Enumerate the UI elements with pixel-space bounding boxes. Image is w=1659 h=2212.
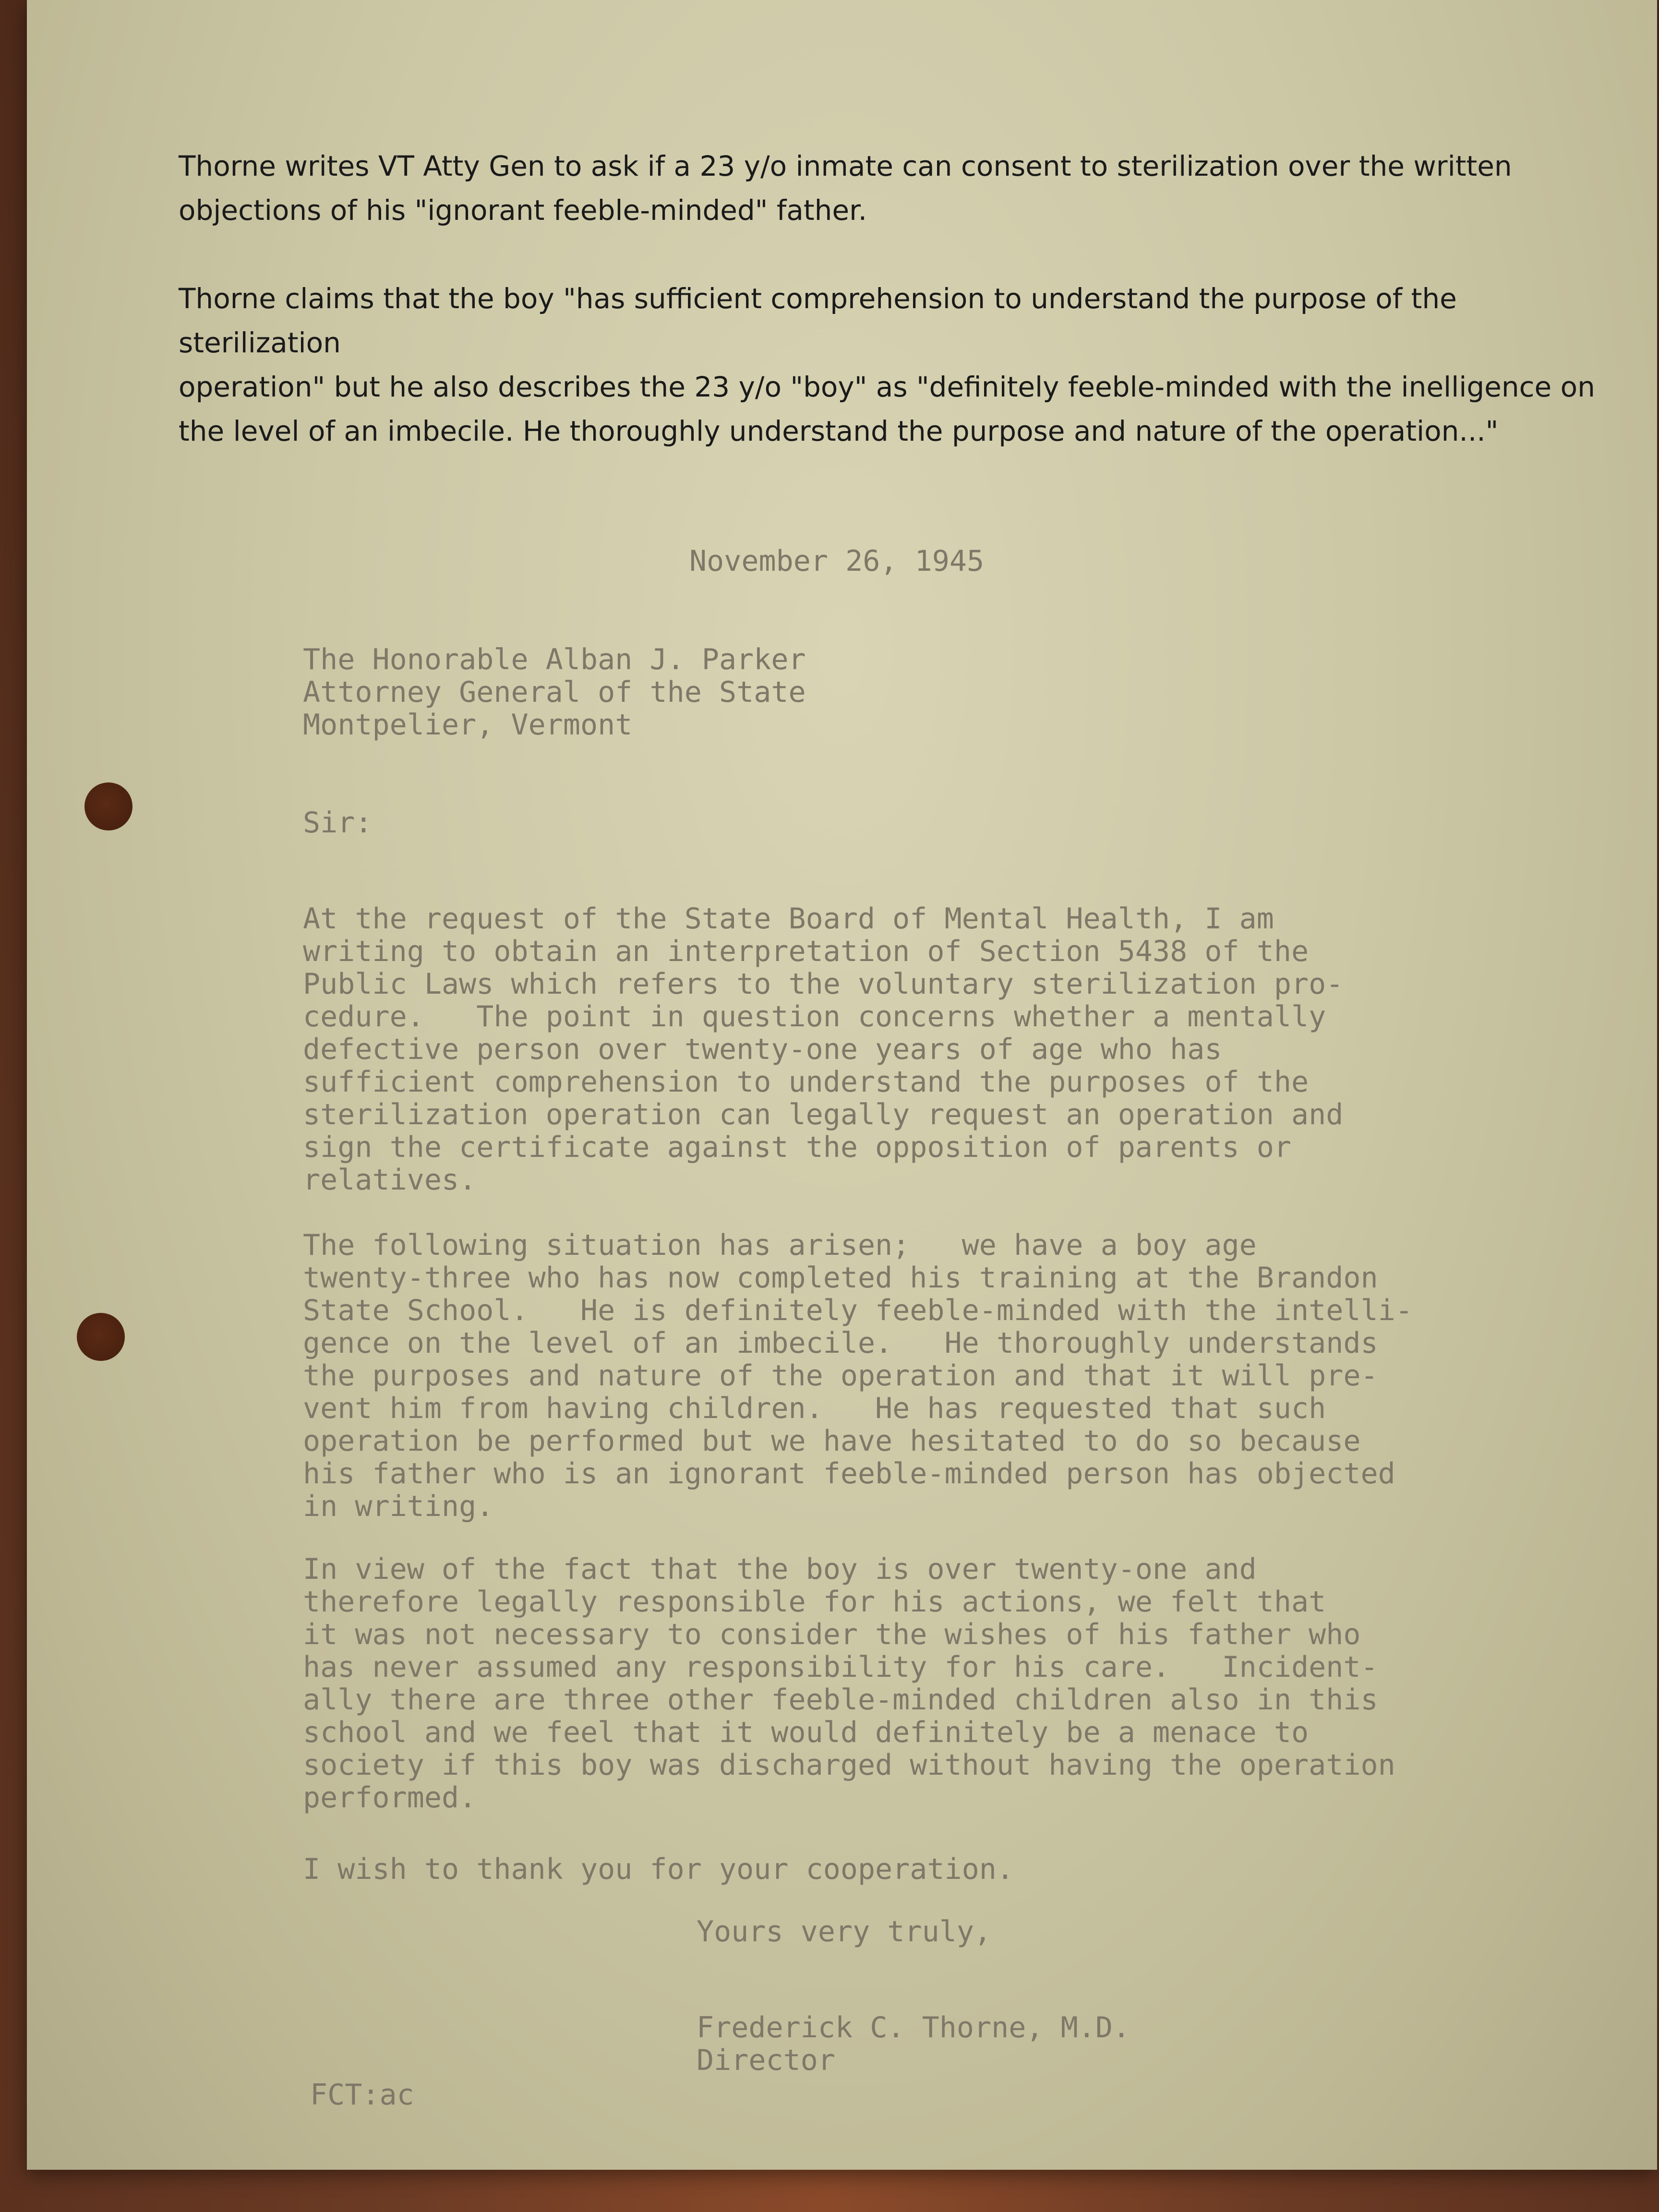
- letter-date: November 26, 1945: [689, 544, 985, 578]
- annotation-paragraph-2: Thorne claims that the boy "has sufficient comprehension to understand the purpose of the sterilization operation" but he also describes the 23 y/o "boy" as "definitely feeble-minded with the inelligence on the level of an imbecile. He thoroughly understand the purpose and nature of the operation...": [179, 282, 1595, 447]
- letter-salutation: Sir:: [303, 806, 373, 840]
- letter-addressee: The Honorable Alban J. Parker Attorney General of the State Montpelier, Vermont: [303, 643, 806, 742]
- letter-signature: Frederick C. Thorne, M.D. Director: [697, 2011, 1130, 2077]
- letter-page: [27, 0, 1657, 2170]
- letter-paragraph-2: The following situation has arisen; we have a boy age twenty-three who has now completed his training at the Brandon State School. He is definitely feeble-minded with the intelli- gence on the level of an imbecile. He thoroughly understands the purposes and nature of the operation and that it will pre- vent him from having children. He has requested that such operation be performed but we have hesitated to do so because his father who is an ignorant feeble-minded person has objected in writing.: [303, 1228, 1413, 1523]
- letter-initials: FCT:ac: [310, 2078, 414, 2112]
- annotation-paragraph-1: Thorne writes VT Atty Gen to ask if a 23 y/o inmate can consent to sterilization over the written objections of his "ignorant feeble-minded" father.: [179, 150, 1512, 227]
- letter-closing: Yours very truly,: [697, 1915, 992, 1948]
- typewritten-letter: [27, 0, 1657, 2170]
- letter-paragraph-3: In view of the fact that the boy is over twenty-one and therefore legally responsible for his actions, we felt that it was not necessary to consider the wishes of his father who has never assumed any responsibility for his care. Incident- ally there are three other feeble-minded children also in this school and we feel that it would definitely be a menace to society if this boy was discharged without having the operation performed.: [303, 1552, 1395, 1815]
- letter-paragraph-1: At the request of the State Board of Mental Health, I am writing to obtain an interpretation of Section 5438 of the Public Laws which refers to the voluntary sterilization pro- cedure. The point in question concerns whether a mentally defective person over twenty-one years of age who has sufficient comprehension to understand the purposes of the sterilization operation can legally request an operation and sign the certificate against the opposition of parents or relatives.: [303, 902, 1344, 1197]
- letter-paragraph-4: I wish to thank you for your cooperation.: [303, 1852, 1014, 1886]
